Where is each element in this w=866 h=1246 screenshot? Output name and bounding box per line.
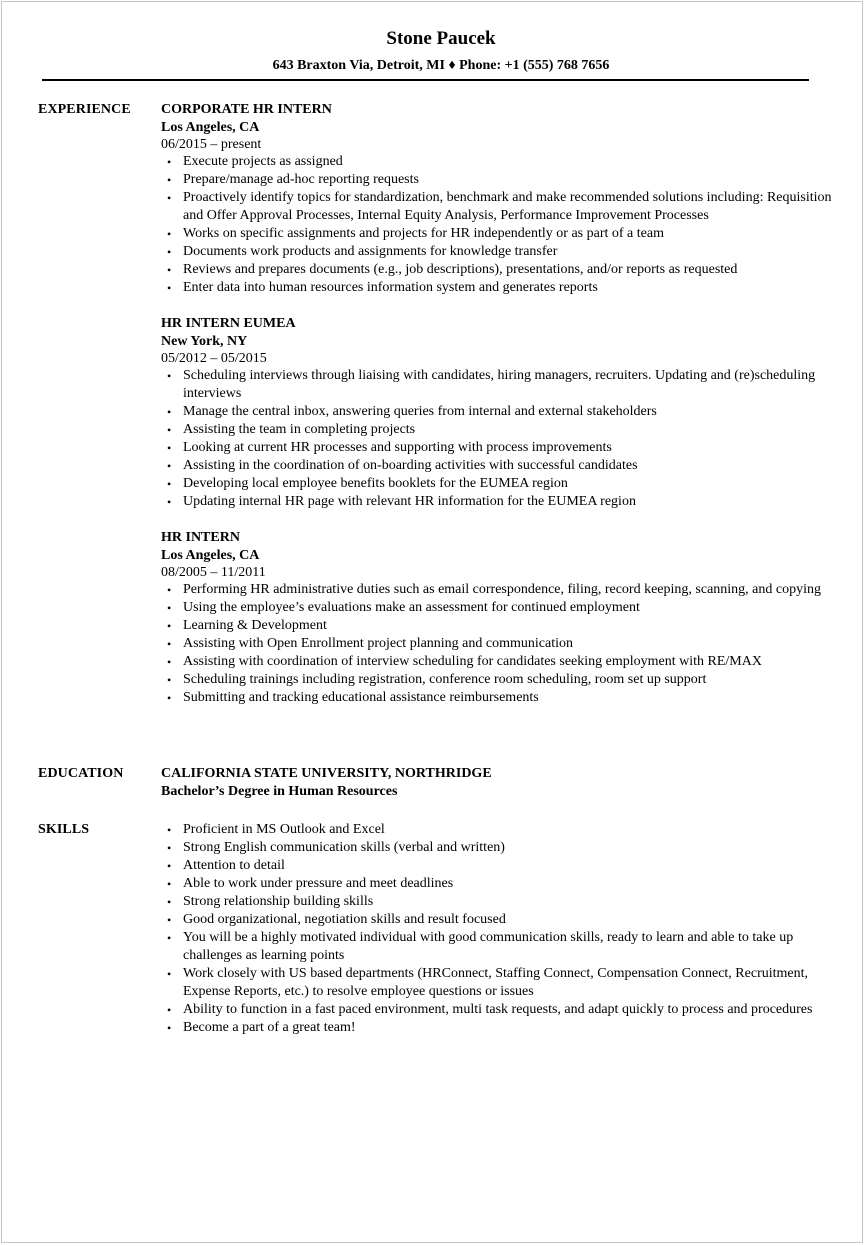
list-item-text: You will be a highly motivated individual with good communication skills, ready to learn and able to take up challenges as learning points xyxy=(183,930,794,963)
bullet-icon: • xyxy=(167,583,172,597)
list-item xyxy=(161,279,841,297)
list-item xyxy=(161,421,841,439)
list-item xyxy=(161,581,841,599)
bullet-icon: • xyxy=(167,895,172,909)
list-item xyxy=(161,965,841,1001)
bullet-icon: • xyxy=(167,459,172,473)
list-item-text: Updating internal HR page with relevant HR information for the EUMEA region xyxy=(183,494,636,509)
section-heading-skills: SKILLS xyxy=(38,822,90,837)
education-entry xyxy=(161,765,841,801)
bullet-icon: • xyxy=(167,281,172,295)
bullet-icon: • xyxy=(167,441,172,455)
bullet-icon: • xyxy=(167,601,172,615)
resume-header xyxy=(0,26,866,75)
list-item xyxy=(161,171,841,189)
list-item-text: Become a part of a great team! xyxy=(183,1020,356,1035)
list-item xyxy=(161,893,841,911)
job-title: CORPORATE HR INTERN xyxy=(161,102,332,117)
list-item xyxy=(161,857,841,875)
bullet-icon: • xyxy=(167,673,172,687)
list-item-text: Strong relationship building skills xyxy=(183,894,374,909)
list-item xyxy=(161,839,841,857)
bullet-icon: • xyxy=(167,227,172,241)
bullet-icon: • xyxy=(167,655,172,669)
candidate-name: Stone Paucek xyxy=(386,28,496,49)
header-divider xyxy=(42,79,809,81)
section-heading-experience: EXPERIENCE xyxy=(38,102,131,117)
bullet-icon: • xyxy=(167,823,172,837)
bullet-icon: • xyxy=(167,495,172,509)
bullet-icon: • xyxy=(167,405,172,419)
section-heading-education: EDUCATION xyxy=(38,766,124,781)
list-item-text: Assisting the team in completing projects xyxy=(183,422,416,437)
list-item xyxy=(161,367,841,403)
job-title: HR INTERN EUMEA xyxy=(161,316,296,331)
list-item-text: Documents work products and assignments for knowledge transfer xyxy=(183,244,558,259)
bullet-icon: • xyxy=(167,691,172,705)
job-dates: 08/2005 – 11/2011 xyxy=(161,565,266,580)
bullet-icon: • xyxy=(167,1021,172,1035)
bullet-icon: • xyxy=(167,931,172,945)
list-item xyxy=(161,1019,841,1037)
list-item-text: Ability to function in a fast paced environment, multi task requests, and adapt quickly to process and procedures xyxy=(183,1002,813,1017)
list-item-text: Assisting in the coordination of on-boarding activities with successful candidates xyxy=(183,458,638,473)
list-item xyxy=(161,911,841,929)
list-item-text: Reviews and prepares documents (e.g., job descriptions), presentations, and/or reports as requested xyxy=(183,262,738,277)
list-item-text: Able to work under pressure and meet deadlines xyxy=(183,876,454,891)
list-item xyxy=(161,153,841,171)
list-item-text: Learning & Development xyxy=(183,618,327,633)
list-item xyxy=(161,671,841,689)
bullet-icon: • xyxy=(167,191,172,205)
bullet-icon: • xyxy=(167,245,172,259)
list-item-text: Performing HR administrative duties such as email correspondence, filing, record keeping, scanning, and copying xyxy=(183,582,821,597)
list-item-text: Submitting and tracking educational assistance reimbursements xyxy=(183,690,539,705)
list-item xyxy=(161,617,841,635)
list-item xyxy=(161,457,841,475)
list-item-text: Manage the central inbox, answering queries from internal and external stakeholders xyxy=(183,404,657,419)
bullet-icon: • xyxy=(167,263,172,277)
bullet-icon: • xyxy=(167,423,172,437)
job-title: HR INTERN xyxy=(161,530,240,545)
list-item xyxy=(161,225,841,243)
list-item-text: Assisting with coordination of interview scheduling for candidates seeking employment with RE/MAX xyxy=(183,654,762,669)
list-item xyxy=(161,439,841,457)
list-item xyxy=(161,493,841,511)
bullet-icon: • xyxy=(167,369,172,383)
list-item-text: Work closely with US based departments (HRConnect, Staffing Connect, Compensation Connect, Recruitment, Expense Reports, etc.) to resolve employee questions or issues xyxy=(183,966,809,999)
list-item-text: Using the employee’s evaluations make an assessment for continued employment xyxy=(183,600,640,615)
bullet-icon: • xyxy=(167,859,172,873)
list-item-text: Assisting with Open Enrollment project planning and communication xyxy=(183,636,573,651)
school-name: CALIFORNIA STATE UNIVERSITY, NORTHRIDGE xyxy=(161,766,492,781)
experience-list xyxy=(161,101,841,725)
bullet-icon: • xyxy=(167,967,172,981)
list-item xyxy=(161,475,841,493)
bullet-icon: • xyxy=(167,155,172,169)
bullet-icon: • xyxy=(167,619,172,633)
list-item-text: Works on specific assignments and projects for HR independently or as part of a team xyxy=(183,226,664,241)
list-item-text: Proactively identify topics for standardization, benchmark and make recommended solutions including: Requisition and Offer Approval Processes, Internal Equity Analysis, Performance Improvement Processes xyxy=(183,190,832,223)
list-item xyxy=(161,929,841,965)
job-dates: 05/2012 – 05/2015 xyxy=(161,351,267,366)
list-item xyxy=(161,189,841,225)
list-item-text: Execute projects as assigned xyxy=(183,154,343,169)
list-item xyxy=(161,599,841,617)
list-item-text: Developing local employee benefits booklets for the EUMEA region xyxy=(183,476,568,491)
bullet-icon: • xyxy=(167,913,172,927)
job-location: New York, NY xyxy=(161,334,248,349)
bullet-icon: • xyxy=(167,1003,172,1017)
list-item xyxy=(161,243,841,261)
list-item-text: Enter data into human resources information system and generates reports xyxy=(183,280,598,295)
job-location: Los Angeles, CA xyxy=(161,548,260,563)
list-item-text: Attention to detail xyxy=(183,858,285,873)
list-item xyxy=(161,1001,841,1019)
job-location: Los Angeles, CA xyxy=(161,120,260,135)
job-bullets xyxy=(161,581,841,707)
job-dates: 06/2015 – present xyxy=(161,137,262,152)
list-item xyxy=(161,653,841,671)
contact-line: 643 Braxton Via, Detroit, MI ♦ Phone: +1 (555) 768 7656 xyxy=(272,58,610,73)
bullet-icon: • xyxy=(167,173,172,187)
list-item-text: Scheduling interviews through liaising with candidates, hiring managers, recruiters. Updating and (re)scheduling interviews xyxy=(183,368,816,401)
bullet-icon: • xyxy=(167,877,172,891)
list-item-text: Prepare/manage ad-hoc reporting requests xyxy=(183,172,419,187)
list-item xyxy=(161,821,841,839)
list-item-text: Good organizational, negotiation skills and result focused xyxy=(183,912,506,927)
list-item-text: Scheduling trainings including registration, conference room scheduling, room set up support xyxy=(183,672,707,687)
list-item-text: Proficient in MS Outlook and Excel xyxy=(183,822,385,837)
list-item xyxy=(161,635,841,653)
list-item xyxy=(161,875,841,893)
list-item xyxy=(161,689,841,707)
bullet-icon: • xyxy=(167,841,172,855)
job-entry xyxy=(161,101,841,297)
bullet-icon: • xyxy=(167,637,172,651)
list-item xyxy=(161,261,841,279)
job-entry xyxy=(161,529,841,707)
job-entry xyxy=(161,315,841,511)
skills-bullets xyxy=(161,821,841,1037)
list-item xyxy=(161,403,841,421)
job-bullets xyxy=(161,367,841,511)
degree-name: Bachelor’s Degree in Human Resources xyxy=(161,784,398,799)
skills-list xyxy=(161,821,841,1037)
list-item-text: Strong English communication skills (verbal and written) xyxy=(183,840,505,855)
bullet-icon: • xyxy=(167,477,172,491)
list-item-text: Looking at current HR processes and supporting with process improvements xyxy=(183,440,612,455)
job-bullets xyxy=(161,153,841,297)
